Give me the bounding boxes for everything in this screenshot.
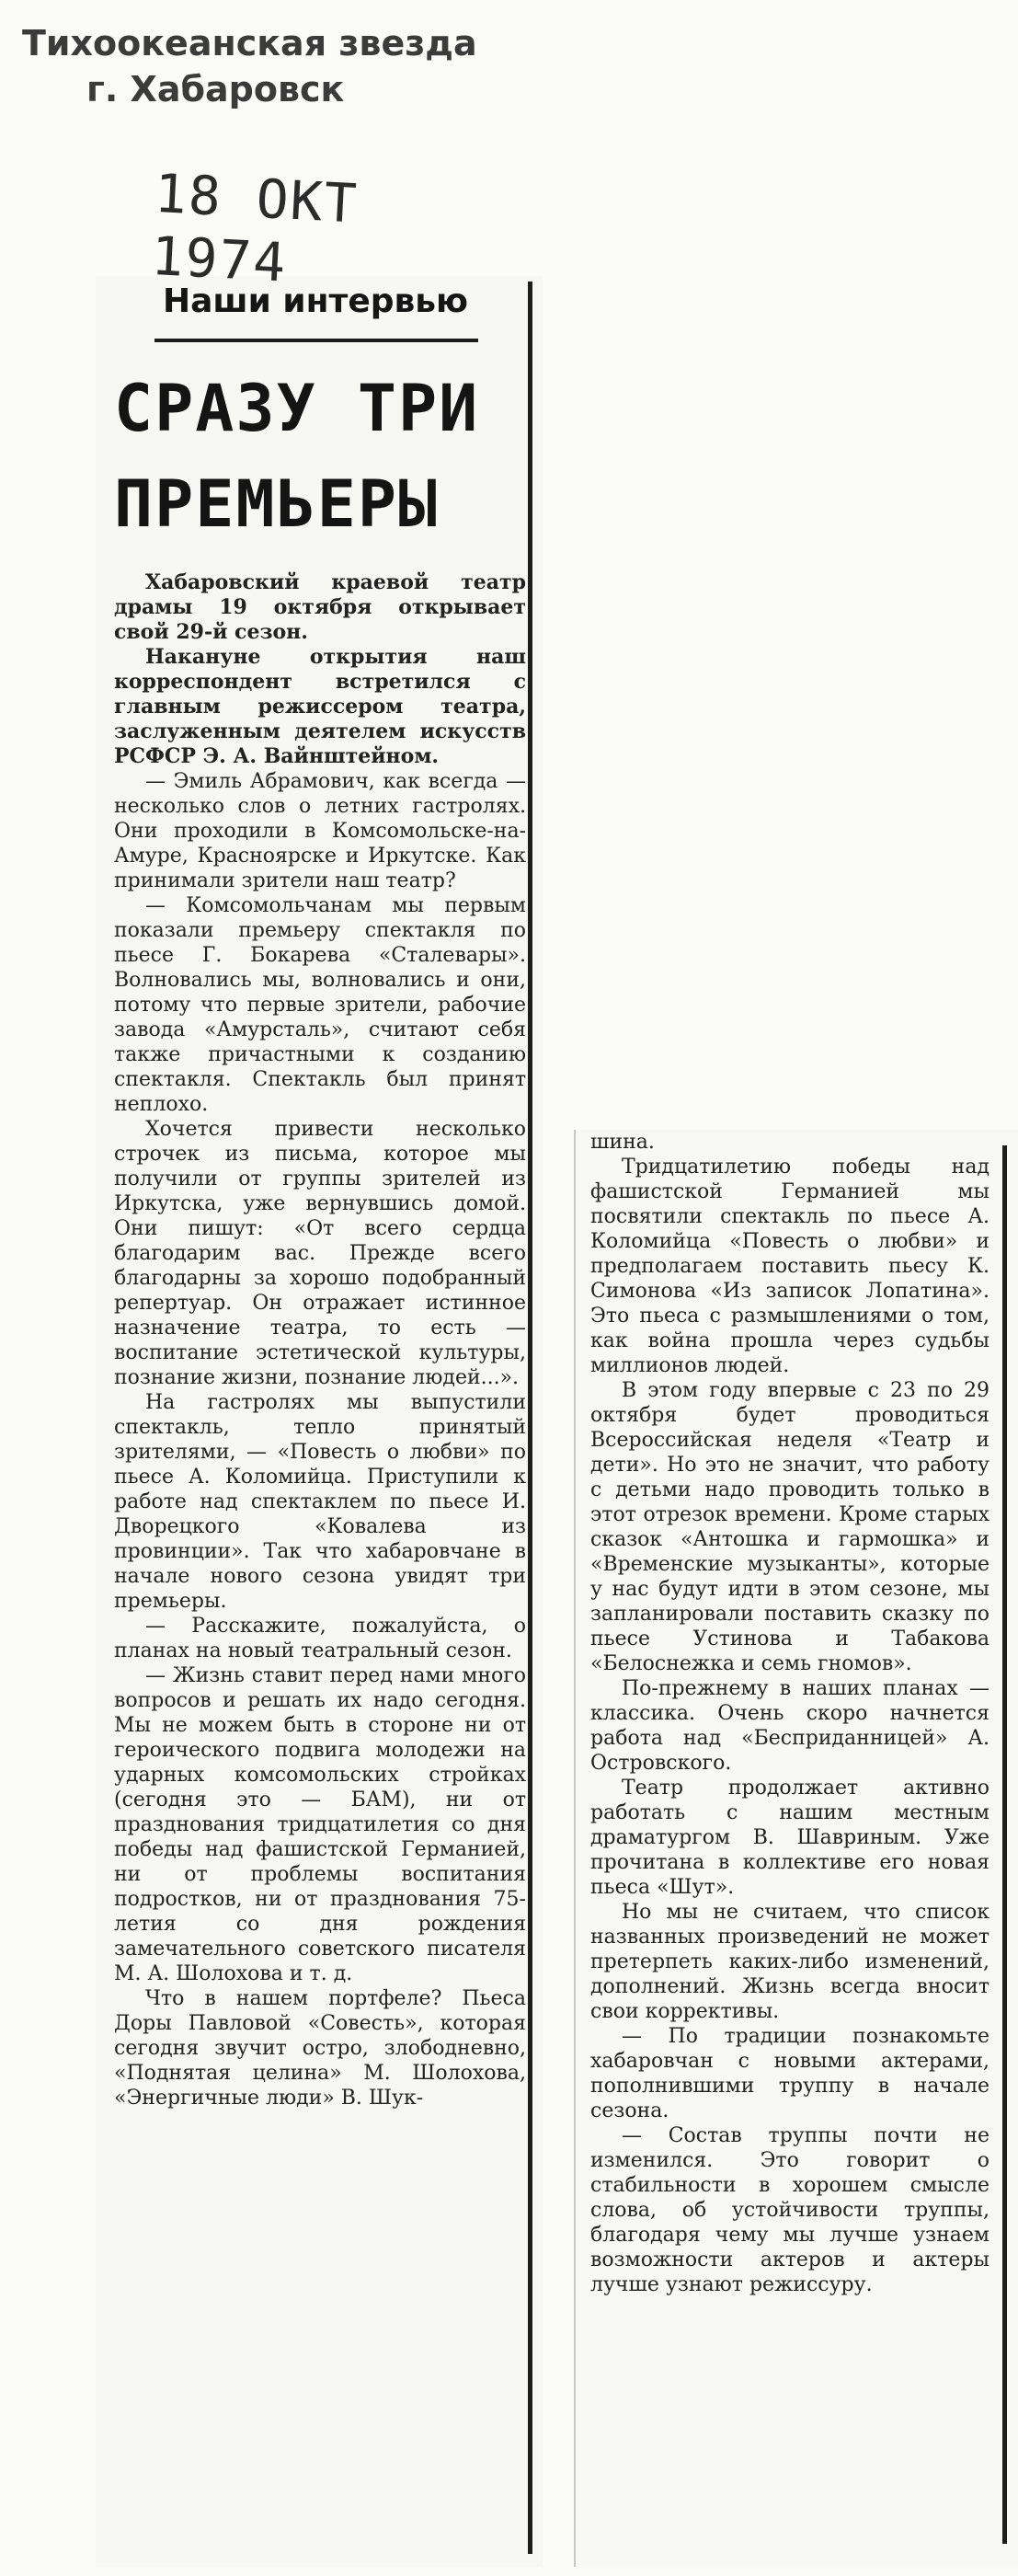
article-headline xyxy=(114,361,519,552)
article-paragraph: — Эмиль Абрамович, как всегда — несколько слов о летних гастролях. Они проходили в Комсомольске-на-Амуре, Красноярске и Иркутске. Как принимали зрители наш театр? xyxy=(114,770,526,892)
column-rule-left xyxy=(528,282,532,2554)
newspaper-name: Тихоокеанская звезда xyxy=(22,23,477,63)
article-paragraph: шина. xyxy=(590,1131,655,1154)
article-paragraph: По-прежнему в наших планах — классика. Очень скоро начнется работа над «Бесприданницей» А. Островского. xyxy=(590,1677,989,1775)
article-paragraph: В этом году впервые с 23 по 29 октября будет проводиться Всероссийская неделя «Театр и дети». Но это не значит, что работу с детьми надо проводить только в этот отрезок времени. Кроме старых сказок «Антошка и гармошка» и «Временские музыканты», которые у нас будут идти в этом сезоне, мы запланировали поставить сказку по пьесе Устинова и Табакова «Белоснежка и семь гномов». xyxy=(590,1379,989,1675)
rubric-underline xyxy=(154,339,478,342)
date-stamp: 18 ОКТ 1974 xyxy=(149,162,360,294)
rubric-title: Наши интервью xyxy=(162,282,469,320)
headline-line-2: ПРЕМЬЕРЫ xyxy=(114,466,440,542)
article-paragraph: Театр продолжает активно работать с нашим местным драматургом В. Шавриным. Уже прочитана в коллективе его новая пьеса «Шут». xyxy=(590,1777,989,1899)
headline-line-1: СРАЗУ ТРИ xyxy=(114,371,480,446)
article-paragraph: Но мы не считаем, что список названных произведений не может претерпеть каких-либо изменений, дополнений. Жизнь всегда вносит свои коррективы. xyxy=(590,1901,989,2023)
column-rule-right xyxy=(1002,1145,1007,2544)
article-paragraph: — Расскажите, пожалуйста, о планах на новый театральный сезон. xyxy=(114,1615,526,1662)
intro-paragraph: Накануне открытия наш корреспондент встретился с главным режиссером театра, заслуженным деятелем искусств РСФСР Э. А. Вайнштейном. xyxy=(114,645,526,768)
article-paragraph: Тридцатилетию победы над фашистской Германией мы посвятили спектакль по пьесе А. Коломийца «Повесть о любви» и предполагаем поставить пьесу К. Симонова «Из записок Лопатина». Это пьеса с размышлениями о том, как война прошла через судьбы миллионов людей. xyxy=(590,1156,989,1377)
article-paragraph: — Состав труппы почти не изменился. Это говорит о стабильности в хорошем смысле слова, об устойчивости труппы, благодаря чему мы лучше узнаем возможности актеров и актеры лучше узнают режиссуру. xyxy=(590,2124,989,2296)
lead-paragraph: Хабаровский краевой театр драмы 19 октября открывает свой 29-й сезон. xyxy=(114,570,526,644)
newspaper-city: г. Хабаровск xyxy=(86,69,345,109)
article-paragraph: — Комсомольчанам мы первым показали премьеру спектакля по пьесе Г. Бокарева «Сталевары». Волновались мы, волновались и они, потому что первые зрители, рабочие завода «Амурсталь», считают себя также причастными к созданию спектакля. Спектакль был принят неплохо. xyxy=(114,894,526,1116)
article-left-column xyxy=(114,570,526,2110)
article-right-column xyxy=(590,1130,989,2297)
newspaper-masthead xyxy=(22,20,537,112)
article-paragraph: Хочется привести несколько строчек из письма, которое мы получили от группы зрителей из Иркутска, уже вернувшись домой. Они пишут: «От всего сердца благодарим вас. Прежде всего благодарны за хорошо подобранный репертуар. Он отражает истинное назначение театра, то есть — воспитание эстетической культуры, познание жизни, познание людей...». xyxy=(114,1118,526,1389)
article-paragraph: Что в нашем портфеле? Пьеса Доры Павловой «Совесть», которая сегодня звучит остро, злободневно, «Поднятая целина» М. Шолохова, «Энергичные люди» В. Шук- xyxy=(114,1987,526,2110)
article-paragraph: — Жизнь ставит перед нами много вопросов и решать их надо сегодня. Мы не можем быть в стороне ни от героического подвига молодежи на ударных комсомольских стройках (сегодня это — БАМ), ни от празднования тридцатилетия со дня победы над фашистской Германией, ни от проблемы воспитания подростков, ни от празднования 75-летия со дня рождения замечательного советского писателя М. А. Шолохова и т. д. xyxy=(114,1664,526,1985)
article-paragraph: — По традиции познакомьте хабаровчан с новыми актерами, пополнившими труппу в начале сезона. xyxy=(590,2025,989,2122)
article-paragraph: На гастролях мы выпустили спектакль, тепло принятый зрителями, — «Повесть о любви» по пьесе А. Коломийца. Приступили к работе над спектаклем по пьесе И. Дворецкого «Ковалева из провинции». Так что хабаровчане в начале нового сезона увидят три премьеры. xyxy=(114,1391,526,1613)
